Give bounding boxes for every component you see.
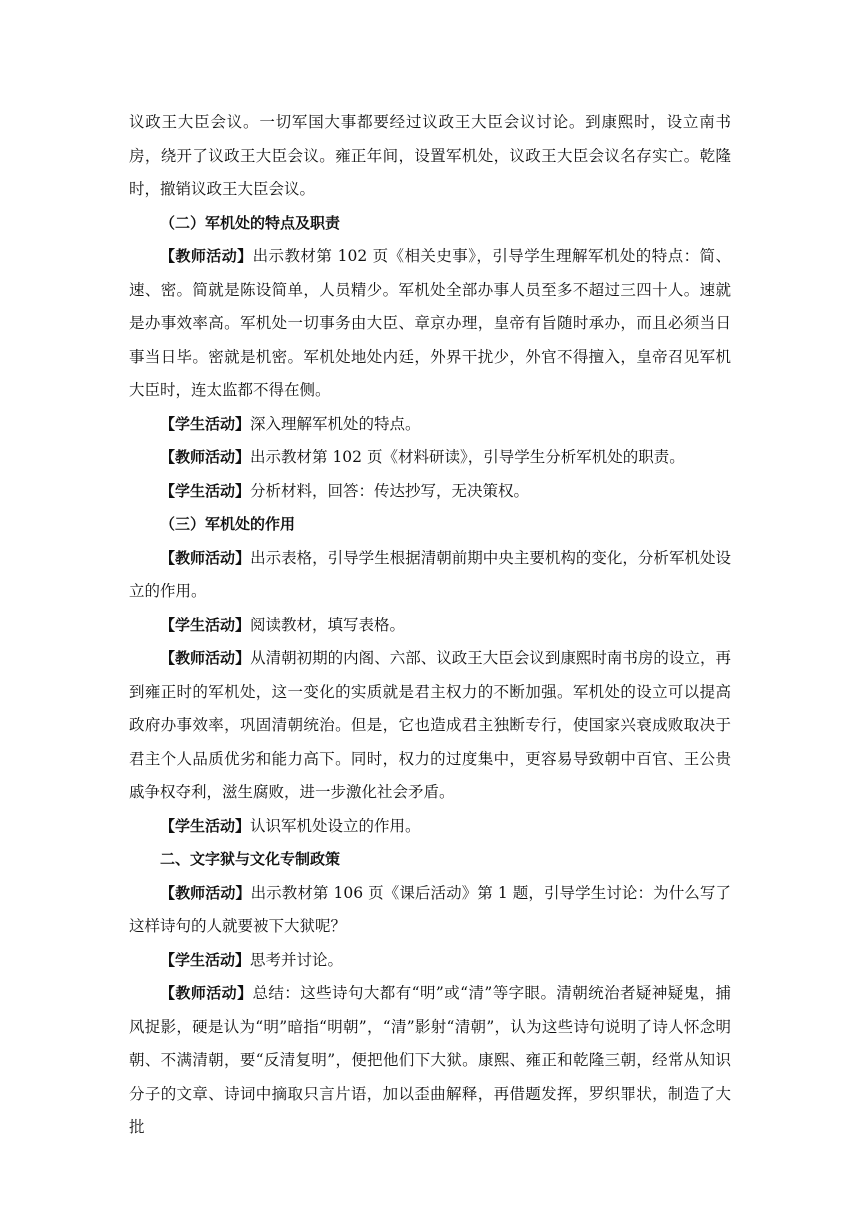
paragraph-text: 出示教材第 106 页《课后活动》第 1 题，引导学生讨论：为什么写了这样诗句的人就要被下大狱呢？ [129,883,731,935]
activity-label: 【教师活动】 [160,883,251,902]
activity-label: 【学生活动】 [160,615,251,634]
section-heading: （二）军机处的特点及职责 [160,213,341,232]
paragraph-text: 深入理解军机处的特点。 [250,414,421,433]
activity-label: 【教师活动】 [160,247,253,265]
activity-label: 【教师活动】 [160,984,253,1002]
paragraph-teacher-activity [129,240,731,408]
activity-label: 【学生活动】 [160,950,251,969]
paragraph-student-activity [129,408,731,442]
paragraph-student-activity [129,810,731,844]
paragraph-student-activity [129,609,731,643]
paragraph-text: 出示教材第 102 页《相关史事》，引导学生理解军机处的特点：简、速、密。简就是陈设简单，人员精少。军机处全部办事人员至多不超过三四十人。速就是办事效率高。军机处一切事务由大臣、章京办理，皇帝有旨随时承办，而且必须当日事当日毕。密就是机密。军机处地处内廷，外界干扰少，外官不得擅入，皇帝召见军机大臣时，连太监都不得在侧。 [129,247,731,399]
section-heading: （三）军机处的作用 [160,515,296,533]
activity-label: 【教师活动】 [160,548,251,567]
paragraph-student-activity [129,475,731,509]
paragraph-text: 认识军机处设立的作用。 [250,816,421,835]
paragraph-text: 思考并讨论。 [250,950,344,969]
paragraph-text: 出示教材第 102 页《材料研读》，引导学生分析军机处的职责。 [250,448,685,466]
section-heading: 二、文字狱与文化专制政策 [160,850,341,868]
paragraph-teacher-activity [129,542,731,609]
activity-label: 【学生活动】 [160,481,251,500]
paragraph-student-activity [129,944,731,978]
paragraph-text: 分析材料，回答：传达抄写，无决策权。 [250,481,530,500]
paragraph-text: 从清朝初期的内阁、六部、议政王大臣会议到康熙时南书房的设立，再到雍正时的军机处，这一变化的实质就是君主权力的不断加强。军机处的设立可以提高政府办事效率，巩固清朝统治。但是，它也造成君主独断专行，使国家兴衰成败取决于君主个人品质优劣和能力高下。同时，权力的过度集中，更容易导致朝中百官、王公贵戚争权夺利，滋生腐败，进一步激化社会矛盾。 [129,649,731,801]
paragraph-teacher-activity [129,642,731,810]
paragraph-text: 出示表格，引导学生根据清朝前期中央主要机构的变化，分析军机处设立的作用。 [129,548,731,600]
activity-label: 【学生活动】 [160,414,251,433]
paragraph-text: 阅读教材，填写表格。 [250,615,406,634]
paragraph-teacher-activity [129,441,731,475]
paragraph-teacher-activity [129,877,731,944]
paragraph-text: 总结：这些诗句大都有“明”或“清”等字眼。清朝统治者疑神疑鬼，捕风捉影，硬是认为“明”暗指“明朝”，“清”影射“清朝”，认为这些诗句说明了诗人怀念明朝、不满清朝，要“反清复明”，便把他们下大狱。康熙、雍正和乾隆三朝，经常从知识分子的文章、诗词中摘取只言片语，加以歪曲解释，再借题发挥，罗织罪状，制造了大批 [129,984,731,1136]
activity-label: 【教师活动】 [160,448,251,466]
document-body [129,106,731,1145]
paragraph-teacher-activity [129,977,731,1145]
paragraph-continuation [129,106,731,207]
activity-label: 【学生活动】 [160,816,251,835]
activity-label: 【教师活动】 [160,649,251,667]
paragraph-text: 议政王大臣会议。一切军国大事都要经过议政王大臣会议讨论。到康熙时，设立南书房，绕开了议政王大臣会议。雍正年间，设置军机处，议政王大臣会议名存实亡。乾隆时，撤销议政王大臣会议。 [129,113,731,198]
